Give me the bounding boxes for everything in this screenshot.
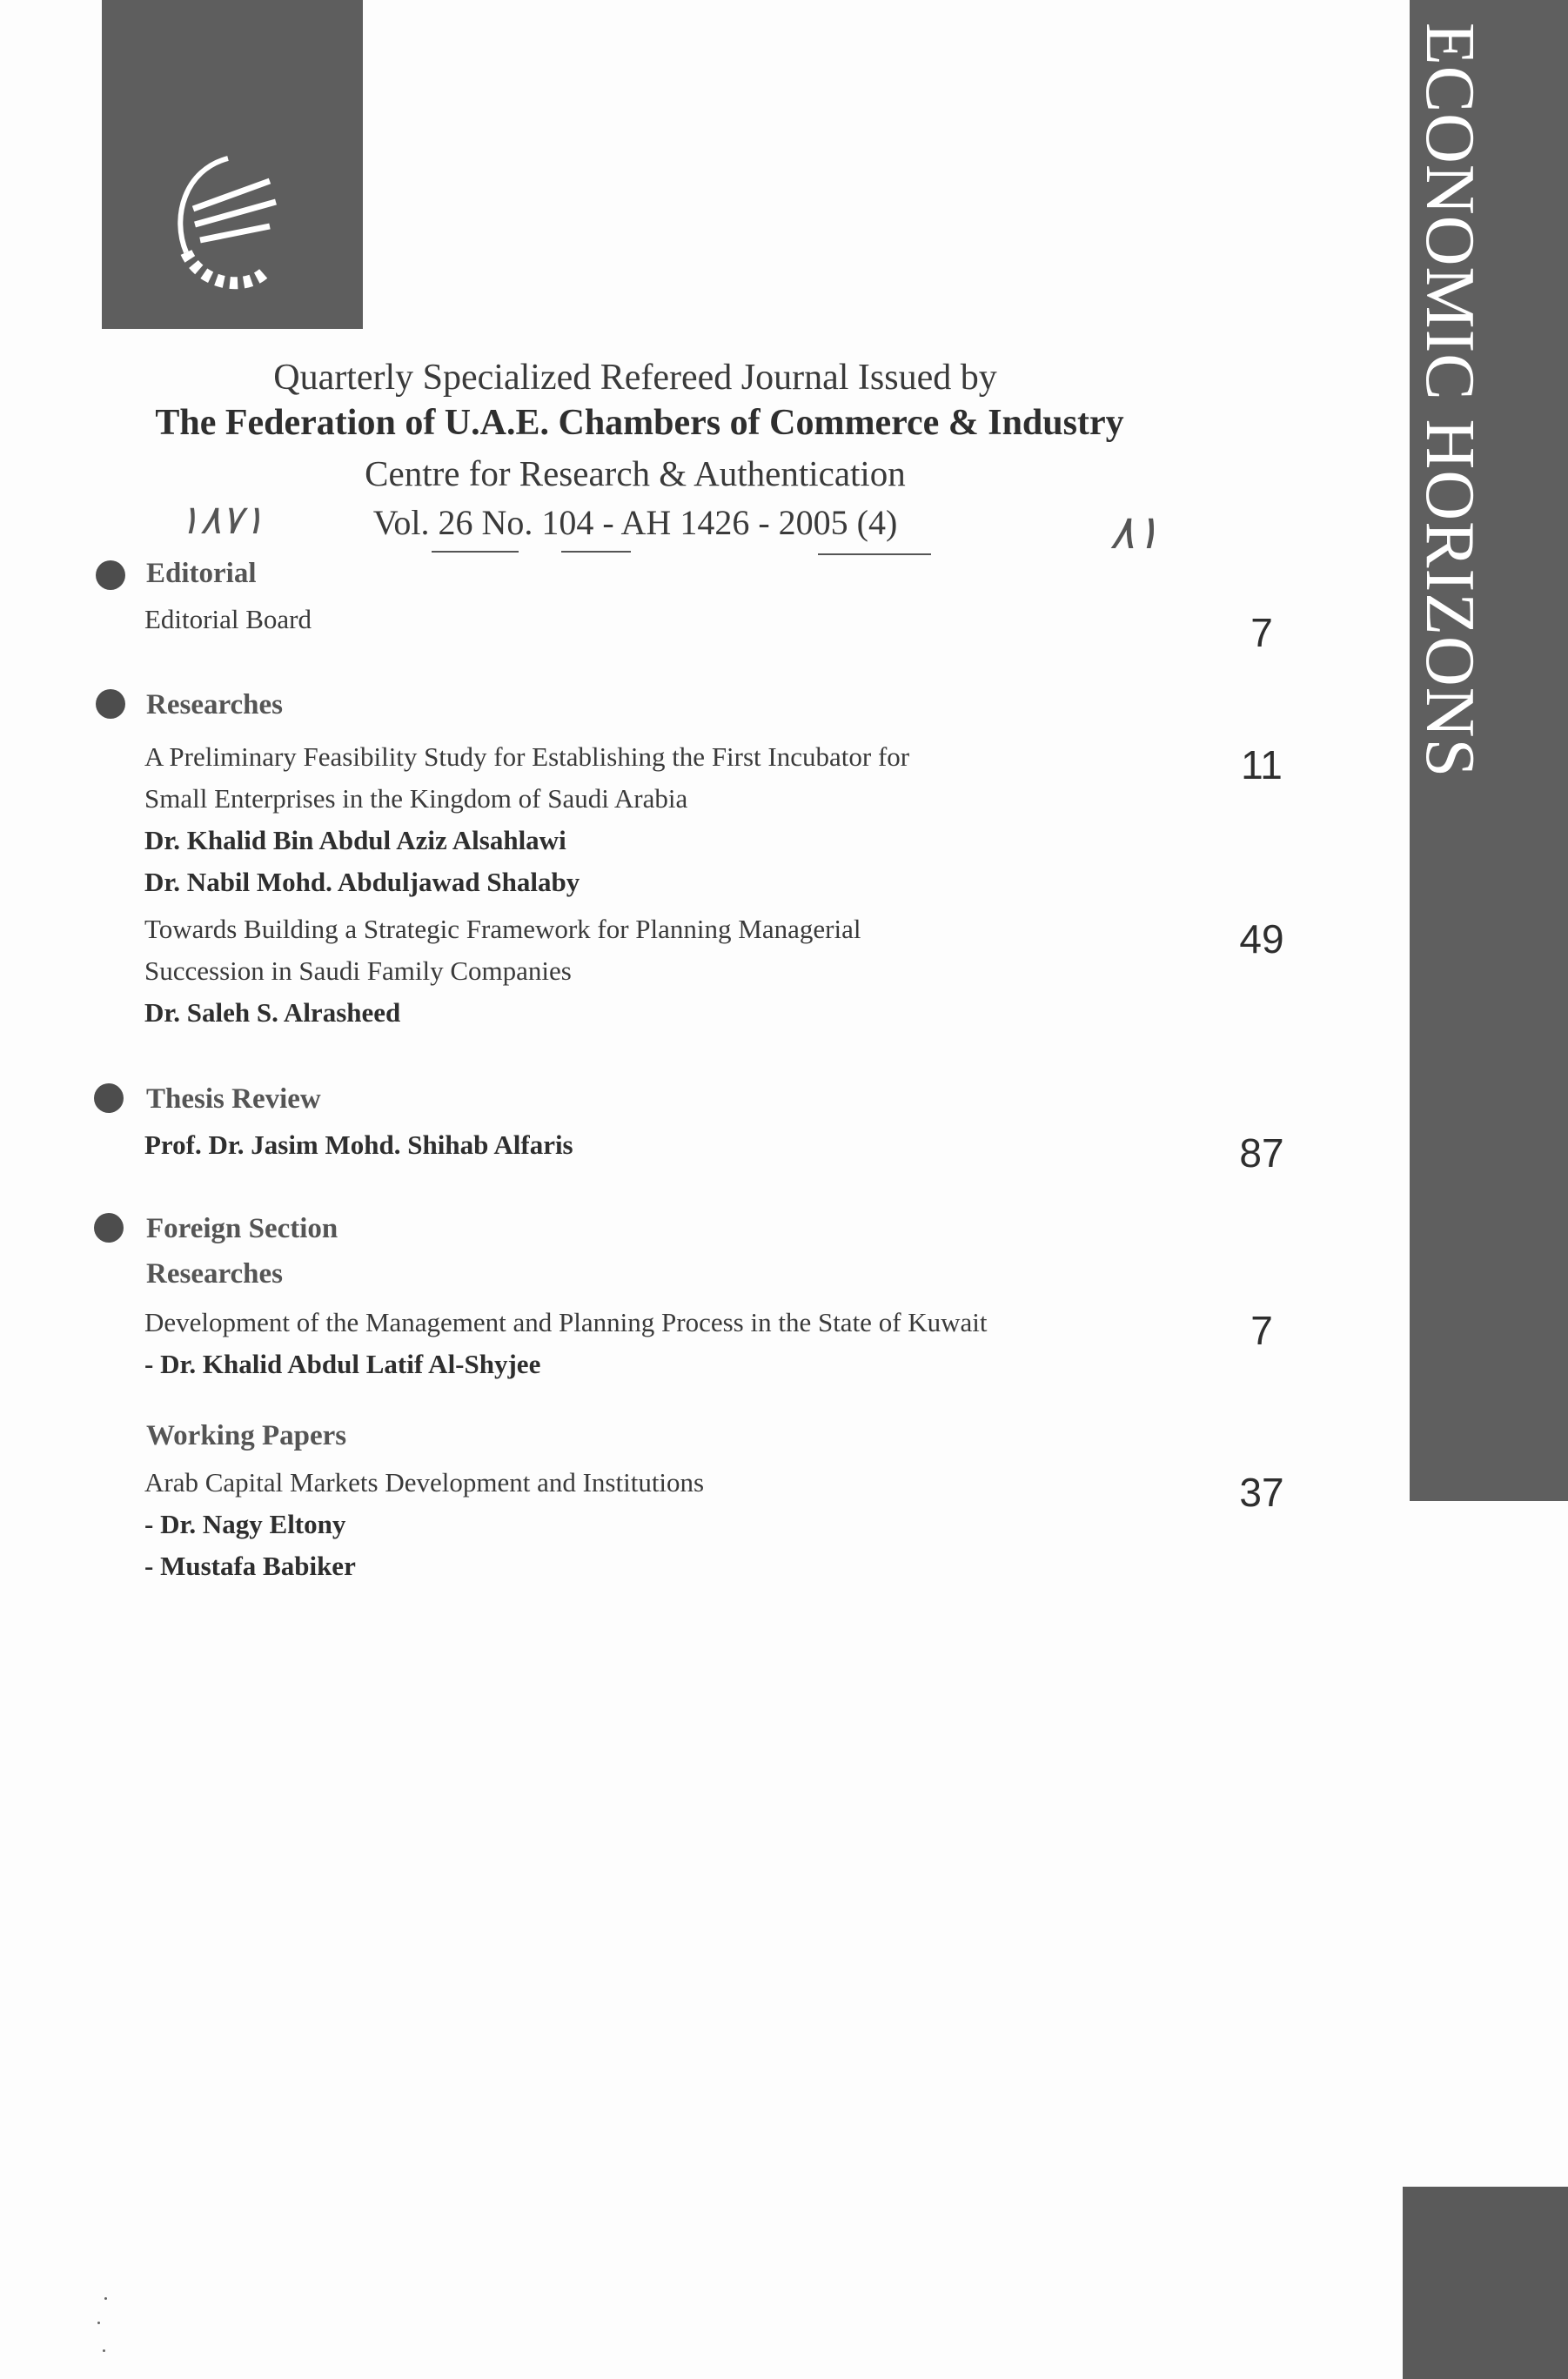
handwritten-number: ١٨٧١ bbox=[178, 498, 265, 542]
section-heading-editorial: Editorial bbox=[146, 558, 257, 589]
toc-entry-author: - Dr. Nagy Eltony bbox=[144, 1509, 346, 1539]
section-bullet bbox=[96, 560, 125, 590]
pen-underline bbox=[432, 551, 519, 553]
section-heading-thesis-review: Thesis Review bbox=[146, 1083, 321, 1115]
toc-entry-title: Towards Building a Strategic Framework for Planning Managerial bbox=[144, 914, 861, 944]
toc-entry-title: A Preliminary Feasibility Study for Establishing the First Incubator for bbox=[144, 741, 910, 772]
toc-entry-title: Development of the Management and Planning Process in the State of Kuwait bbox=[144, 1307, 988, 1337]
page-number: 7 bbox=[1250, 1308, 1273, 1353]
logo-box bbox=[102, 0, 363, 329]
section-bullet bbox=[94, 1083, 124, 1113]
toc-entry-author: - Mustafa Babiker bbox=[144, 1551, 356, 1581]
subsection-heading-working-papers: Working Papers bbox=[146, 1420, 347, 1451]
scan-speck bbox=[97, 2322, 100, 2324]
toc-entry-author: Dr. Khalid Bin Abdul Aziz Alsahlawi bbox=[144, 825, 566, 855]
toc-entry-editorial-board: Editorial Board bbox=[144, 604, 312, 634]
page-number: 11 bbox=[1241, 742, 1283, 787]
pen-underline bbox=[561, 551, 631, 553]
section-heading-foreign: Foreign Section bbox=[146, 1213, 338, 1244]
toc-entry-title: Succession in Saudi Family Companies bbox=[144, 955, 572, 986]
federation-logo-icon bbox=[167, 148, 306, 296]
pen-underline bbox=[818, 553, 931, 555]
section-heading-researches: Researches bbox=[146, 689, 284, 720]
page-number: 37 bbox=[1239, 1470, 1284, 1515]
toc-entry-author: Dr. Saleh S. Alrasheed bbox=[144, 997, 401, 1028]
toc-entry-title: Arab Capital Markets Development and Institutions bbox=[144, 1467, 705, 1498]
toc-entry-author: Dr. Nabil Mohd. Abduljawad Shalaby bbox=[144, 867, 580, 897]
scan-speck bbox=[104, 2297, 107, 2300]
header-line-1: Quarterly Specialized Refereed Journal Issued by bbox=[273, 358, 997, 398]
section-bullet bbox=[96, 689, 125, 719]
spine-bottom-band bbox=[1403, 2187, 1568, 2379]
issue-info: Vol. 26 No. 104 - AH 1426 - 2005 (4) bbox=[372, 503, 898, 542]
toc-entry-author: - Dr. Khalid Abdul Latif Al-Shyjee bbox=[144, 1349, 541, 1379]
subsection-heading-researches: Researches bbox=[146, 1258, 284, 1290]
publisher-name: The Federation of U.A.E. Chambers of Commerce & Industry bbox=[155, 403, 1124, 443]
scan-speck bbox=[103, 2349, 105, 2352]
toc-entry-author: Prof. Dr. Jasim Mohd. Shihab Alfaris bbox=[144, 1129, 573, 1160]
page-number: 87 bbox=[1239, 1130, 1284, 1176]
handwritten-mark: ٨١ bbox=[1109, 506, 1161, 559]
page-number: 7 bbox=[1250, 610, 1273, 655]
section-bullet bbox=[94, 1213, 124, 1243]
journal-title-spine: ECONOMIC HORIZONS bbox=[1411, 22, 1488, 779]
page-number: 49 bbox=[1239, 916, 1284, 962]
centre-name: Centre for Research & Authentication bbox=[365, 453, 906, 493]
toc-entry-title: Small Enterprises in the Kingdom of Saudi Arabia bbox=[144, 783, 688, 814]
